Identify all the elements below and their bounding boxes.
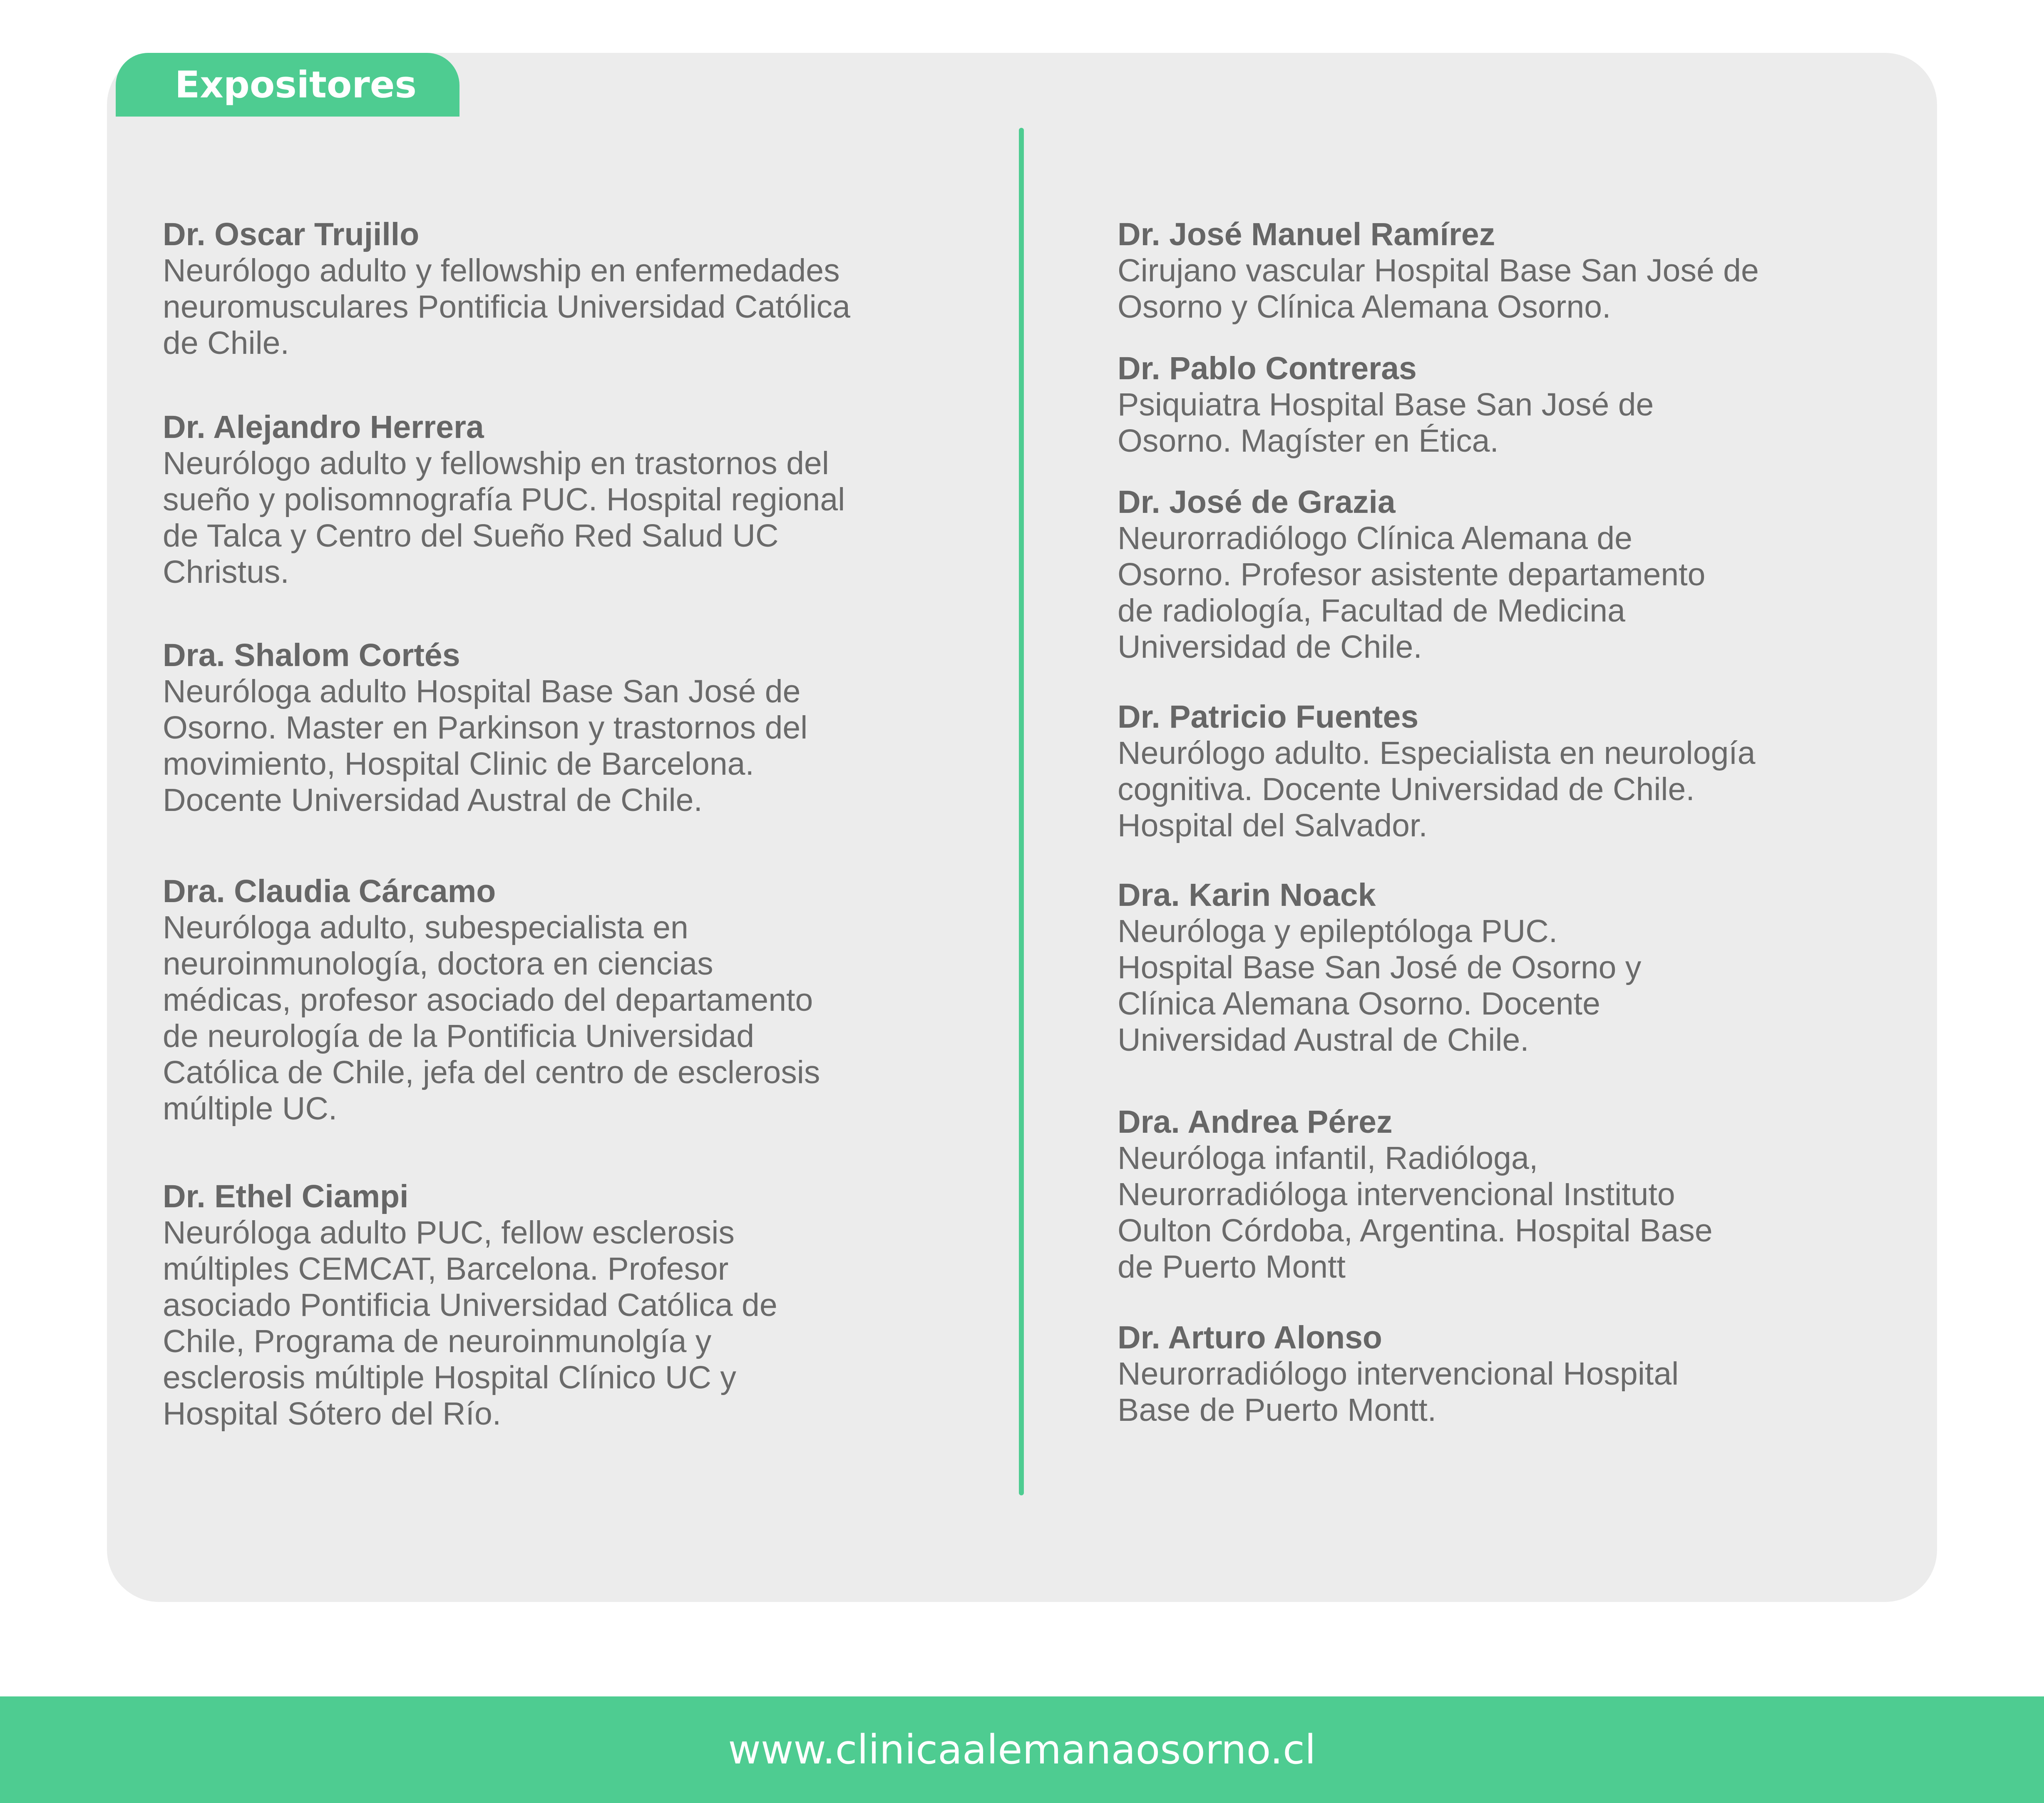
column-divider [1019, 128, 1024, 1495]
speaker-bio-line: Neurorradióloga intervencional Instituto [1118, 1176, 1675, 1212]
speaker-name: Dr. José de Grazia [1118, 484, 1396, 520]
speaker-bio-line: Osorno. Master en Parkinson y trastornos del [163, 710, 808, 746]
speaker-bio-line: Neurólogo adulto y fellowship en trastornos del [163, 445, 829, 481]
speaker-name: Dr. Arturo Alonso [1118, 1320, 1382, 1355]
speaker-bio-line: Osorno. Magíster en Ética. [1118, 423, 1499, 459]
footer-bar [0, 1696, 2044, 1803]
speaker-name: Dr. Oscar Trujillo [163, 216, 420, 252]
speaker-bio-line: Neuróloga adulto, subespecialista en [163, 910, 688, 945]
speaker-bio-line: Universidad de Chile. [1118, 629, 1422, 665]
speaker-bio-line: Osorno y Clínica Alemana Osorno. [1118, 289, 1611, 325]
speaker-bio-line: Base de Puerto Montt. [1118, 1392, 1437, 1428]
speaker-bio-line: Psiquiatra Hospital Base San José de [1118, 387, 1654, 423]
speaker-entry [1118, 699, 1755, 844]
speaker-bio-line: sueño y polisomnografía PUC. Hospital regional [163, 482, 845, 517]
speaker-entry [1118, 351, 1654, 459]
speaker-bio-line: Hospital Base San José de Osorno y [1118, 950, 1642, 985]
speaker-bio-line: Clínica Alemana Osorno. Docente [1118, 986, 1600, 1022]
speaker-name: Dra. Claudia Cárcamo [163, 873, 496, 909]
speaker-bio-line: Neurorradiólogo intervencional Hospital [1118, 1356, 1679, 1392]
speaker-bio-line: Christus. [163, 554, 289, 590]
section-tab [116, 53, 459, 117]
speaker-entry [1118, 484, 1705, 665]
speaker-name: Dr. Ethel Ciampi [163, 1179, 409, 1214]
speaker-name: Dra. Andrea Pérez [1118, 1104, 1393, 1140]
speaker-bio-line: de Talca y Centro del Sueño Red Salud UC [163, 518, 779, 554]
speaker-bio-line: cognitiva. Docente Universidad de Chile. [1118, 771, 1695, 807]
speaker-bio-line: de Puerto Montt [1118, 1249, 1346, 1285]
speaker-bio-line: de radiología, Facultad de Medicina [1118, 593, 1625, 629]
speaker-name: Dr. Alejandro Herrera [163, 409, 484, 445]
speaker-bio-line: Oulton Córdoba, Argentina. Hospital Base [1118, 1213, 1713, 1248]
speaker-entry [163, 1179, 777, 1432]
speaker-bio-line: Neurorradiólogo Clínica Alemana de [1118, 520, 1633, 556]
speaker-bio-line: Docente Universidad Austral de Chile. [163, 782, 703, 818]
speaker-bio-line: Osorno. Profesor asistente departamento [1118, 557, 1706, 592]
speaker-name: Dr. Patricio Fuentes [1118, 699, 1419, 735]
speaker-entry [1118, 216, 1759, 325]
speaker-bio-line: de neurología de la Pontificia Universidad [163, 1018, 755, 1054]
speaker-name: Dra. Karin Noack [1118, 877, 1376, 913]
speaker-bio-line: movimiento, Hospital Clinic de Barcelona. [163, 746, 754, 782]
speaker-name: Dr. José Manuel Ramírez [1118, 216, 1495, 252]
speaker-bio-line: Neuróloga y epileptóloga PUC. [1118, 913, 1558, 949]
website-link[interactable]: www.clinicaalemanaosorno.cl [728, 1726, 1316, 1773]
speaker-bio-line: Neuróloga infantil, Radióloga, [1118, 1140, 1538, 1176]
speaker-bio-line: Neurólogo adulto y fellowship en enfermedades [163, 253, 840, 288]
speaker-bio-line: Chile, Programa de neuroinmunolgía y [163, 1323, 712, 1359]
speaker-bio-line: esclerosis múltiple Hospital Clínico UC y [163, 1360, 736, 1395]
speaker-bio-line: médicas, profesor asociado del departamento [163, 982, 813, 1018]
speaker-entry [1118, 1104, 1713, 1285]
speaker-bio-line: Neuróloga adulto PUC, fellow esclerosis [163, 1215, 735, 1251]
speaker-bio-line: múltiples CEMCAT, Barcelona. Profesor [163, 1251, 729, 1287]
section-tab-label: Expositores [175, 63, 417, 106]
speaker-bio-line: múltiple UC. [163, 1091, 338, 1127]
speaker-entry [163, 409, 845, 590]
speaker-bio-line: Católica de Chile, jefa del centro de esclerosis [163, 1054, 820, 1090]
speaker-entry [1118, 877, 1641, 1058]
speaker-bio-line: Hospital del Salvador. [1118, 808, 1428, 843]
speaker-bio-line: Universidad Austral de Chile. [1118, 1022, 1529, 1058]
speaker-bio-line: asociado Pontificia Universidad Católica de [163, 1287, 777, 1323]
speaker-bio-line: de Chile. [163, 325, 289, 361]
speaker-bio-line: neuroinmunología, doctora en ciencias [163, 946, 713, 982]
speaker-bio-line: neuromusculares Pontificia Universidad Católica [163, 289, 851, 325]
speaker-entry [163, 216, 850, 361]
speaker-bio-line: Hospital Sótero del Río. [163, 1396, 502, 1432]
speaker-entry [1118, 1320, 1679, 1428]
speaker-bio-line: Neuróloga adulto Hospital Base San José de [163, 674, 801, 709]
speaker-entry [163, 637, 807, 818]
speaker-entry [163, 873, 820, 1127]
speaker-bio-line: Neurólogo adulto. Especialista en neurología [1118, 735, 1756, 771]
speaker-name: Dra. Shalom Cortés [163, 637, 460, 673]
speaker-bio-line: Cirujano vascular Hospital Base San José de [1118, 253, 1759, 288]
speaker-name: Dr. Pablo Contreras [1118, 351, 1417, 386]
